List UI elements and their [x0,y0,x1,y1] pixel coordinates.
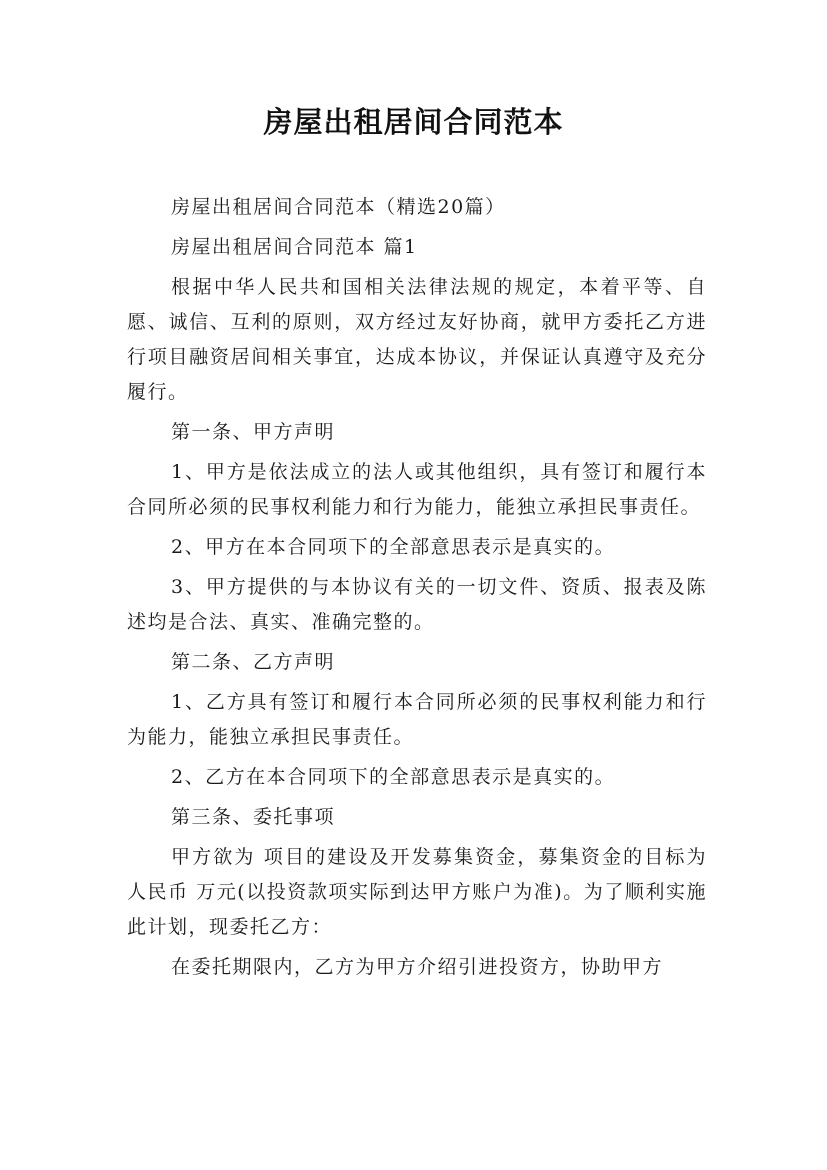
document-body [127,190,707,990]
section-heading: 房屋出租居间合同范本 篇1 [171,236,418,258]
clause-paragraph: 2、乙方在本合同项下的全部意思表示是真实的。 [171,766,616,788]
article-heading: 第三条、委托事项 [171,806,336,828]
clause-paragraph: 1、乙方具有签订和履行本合同所必须的民事权利能力和行为能力，能独立承担民事责任。 [127,691,707,748]
clause-paragraph: 1、甲方是依法成立的法人或其他组织，具有签订和履行本合同所必须的民事权利能力和行为能力，能独立承担民事责任。 [127,461,707,518]
clause-paragraph: 3、甲方提供的与本协议有关的一切文件、资质、报表及陈述均是合法、真实、准确完整的。 [127,576,707,633]
intro-paragraph: 根据中华人民共和国相关法律法规的规定，本着平等、自愿、诚信、互利的原则，双方经过友好协商，就甲方委托乙方进行项目融资居间相关事宜，达成本协议，并保证认真遵守及充分履行。 [127,276,707,403]
article-heading: 第二条、乙方声明 [171,651,336,673]
document-title: 房屋出租居间合同范本 [263,105,564,139]
clause-paragraph: 2、甲方在本合同项下的全部意思表示是真实的。 [171,536,616,558]
subtitle-paragraph: 房屋出租居间合同范本（精选20篇） [171,196,506,218]
article-heading: 第一条、甲方声明 [171,421,336,443]
clause-paragraph: 在委托期限内，乙方为甲方介绍引进投资方，协助甲方 [171,956,664,978]
clause-paragraph: 甲方欲为 项目的建设及开发募集资金，募集资金的目标为人民币 万元(以投资款项实际到达甲方账户为准)。为了顺利实施此计划，现委托乙方： [127,846,707,938]
